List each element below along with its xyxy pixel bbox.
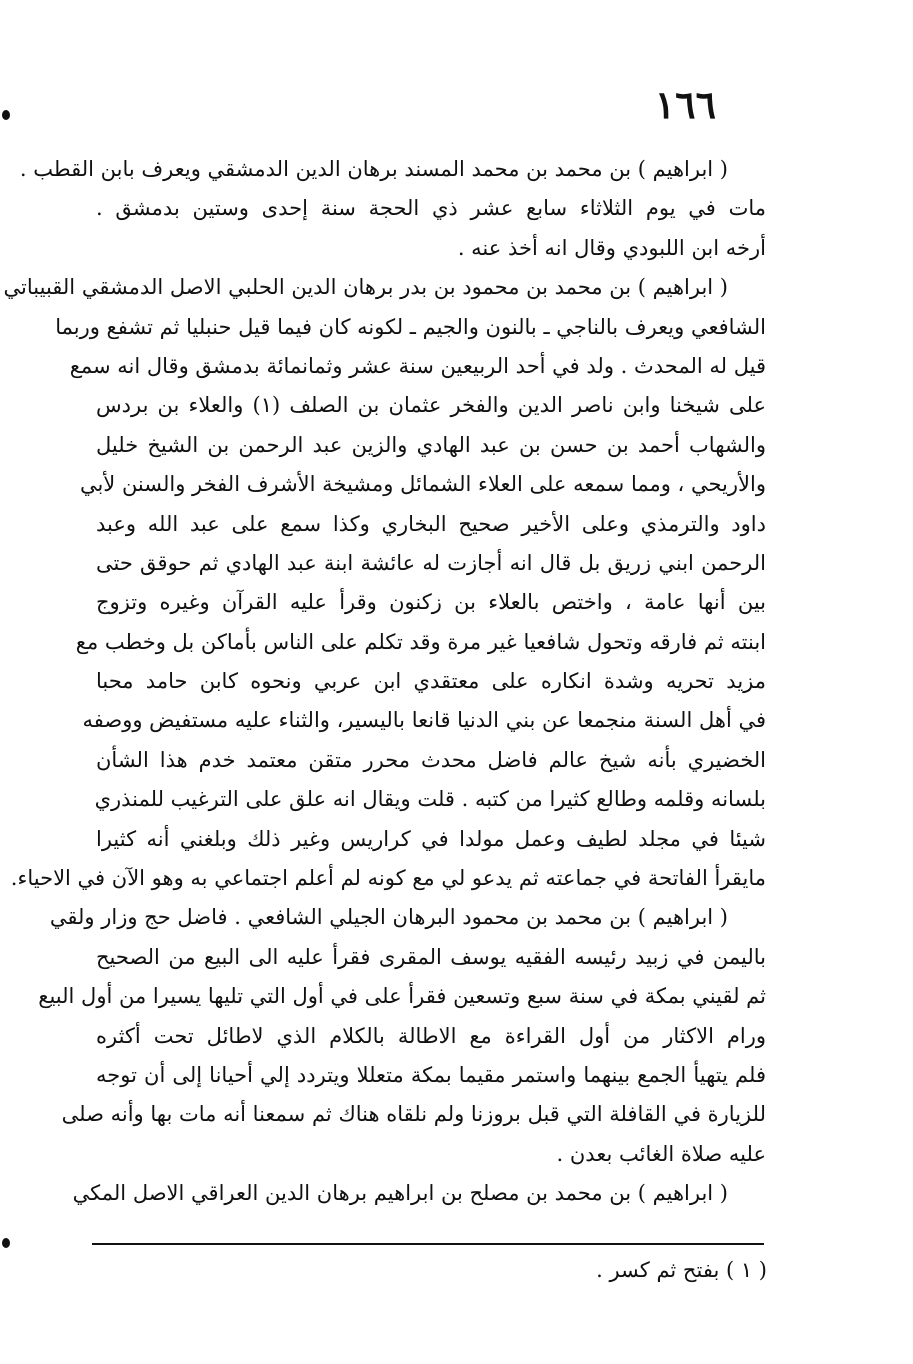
text-line: قيل له المحدث . ولد في أحد الربيعين سنة عشر وثمانمائة بدمشق وقال انه سمع: [69, 353, 766, 378]
text-line: الخضيري بأنه شيخ عالم فاضل محدث محرر متقن معتمد خدم هذا الشأن: [96, 747, 766, 772]
text-line: ثم لقيني بمكة في سنة سبع وتسعين فقرأ على في أول التي تليها يسيرا من أول البيع: [38, 984, 766, 1009]
text-line: فلم يتهيأ الجمع بينهما واستمر مقيما بمكة متعللا ويتردد إلي أحيانا إلى أن توجه: [96, 1062, 766, 1087]
text-line: ( ابراهيم ) بن محمد بن مصلح بن ابراهيم برهان الدين العراقي الاصل المكي: [72, 1181, 728, 1206]
text-line: مزيد تحريه وشدة انكاره على معتقدي ابن عربي ونحوه كابن حامد محبا: [96, 669, 766, 694]
text-line: باليمن في زبيد رئيسه الفقيه يوسف المقرى فقرأ عليه الى البيع من الصحيح: [96, 944, 766, 969]
text-line: والشهاب أحمد بن حسن بن عبد الهادي والزين عبد الرحمن بن الشيخ خليل: [96, 432, 766, 457]
footnote-divider: [92, 1243, 764, 1245]
text-line: بين أنها عامة ، واختص بالعلاء بن زكنون وقرأ عليه القرآن وغيره وتزوج: [96, 590, 766, 615]
body-text: [3, 150, 766, 1214]
text-line: والأريحي ، ومما سمعه على العلاء الشمائل ومشيخة الأشرف الفخر والسنن لأبي: [79, 472, 766, 497]
text-line: مات في يوم الثلاثاء سابع عشر ذي الحجة سنة إحدى وستين بدمشق .: [96, 196, 766, 221]
text-line: مايقرأ الفاتحة في جماعته ثم يدعو لي مع كونه لم أعلم اجتماعي به وهو الآن في الاحياء.: [10, 866, 766, 891]
text-line: داود والترمذي وعلى الأخير صحيح البخاري وكذا سمع على عبد الله وعبد: [96, 511, 766, 536]
text-line: عليه صلاة الغائب بعدن .: [556, 1141, 766, 1166]
text-line: في أهل السنة منجمعا عن بني الدنيا قانعا باليسير، والثناء عليه مستفيض ووصفه: [82, 708, 766, 733]
text-line: شيئا في مجلد لطيف وعمل مولدا في كراريس وغير ذلك وبلغني أنه كثيرا: [96, 826, 766, 851]
scan-speck: [2, 110, 10, 120]
text-line: بلسانه وقلمه وطالع كثيرا من كتبه . قلت ويقال انه علق على الترغيب للمنذري: [94, 787, 766, 812]
text-line: ( ابراهيم ) بن محمد بن محمد المسند برهان الدين الدمشقي ويعرف بابن القطب .: [19, 157, 728, 181]
text-line: أرخه ابن اللبودي وقال انه أخذ عنه .: [457, 235, 766, 260]
text-line: ( ابراهيم ) بن محمد بن محمود البرهان الجيلي الشافعي . فاضل حج وزار ولقي: [49, 905, 728, 930]
scan-speck: [2, 1238, 10, 1248]
page-number: ١٦٦: [654, 82, 716, 127]
text-line: ورام الاكثار من أول القراءة مع الاطالة بالكلام الذي لاطائل تحت أكثره: [96, 1023, 766, 1048]
text-line: على شيخنا وابن ناصر الدين والفخر عثمان بن الصلف (١) والعلاء بن بردس: [96, 393, 766, 418]
text-line: ابنته ثم فارقه وتحول شافعيا غير مرة وقد تكلم على الناس بأماكن بل وخطب مع: [75, 629, 766, 654]
text-line: ( ابراهيم ) بن محمد بن محمود بن بدر برهان الدين الحلبي الاصل الدمشقي القبيباتي: [3, 275, 728, 300]
text-line: للزيارة في القافلة التي قبل بروزنا ولم نلقاه هناك ثم سمعنا أنه مات بها وأنه صلى: [61, 1102, 766, 1127]
text-line: الرحمن ابني زريق بل قال انه أجازت له عائشة ابنة عبد الهادي ثم حوقق حتى: [96, 550, 766, 575]
footnote: ( ١ ) بفتح ثم كسر .: [596, 1258, 767, 1282]
text-line: الشافعي ويعرف بالناجي ـ بالنون والجيم ـ لكونه كان فيما قيل حنبليا ثم تشفع وربما: [55, 314, 766, 339]
